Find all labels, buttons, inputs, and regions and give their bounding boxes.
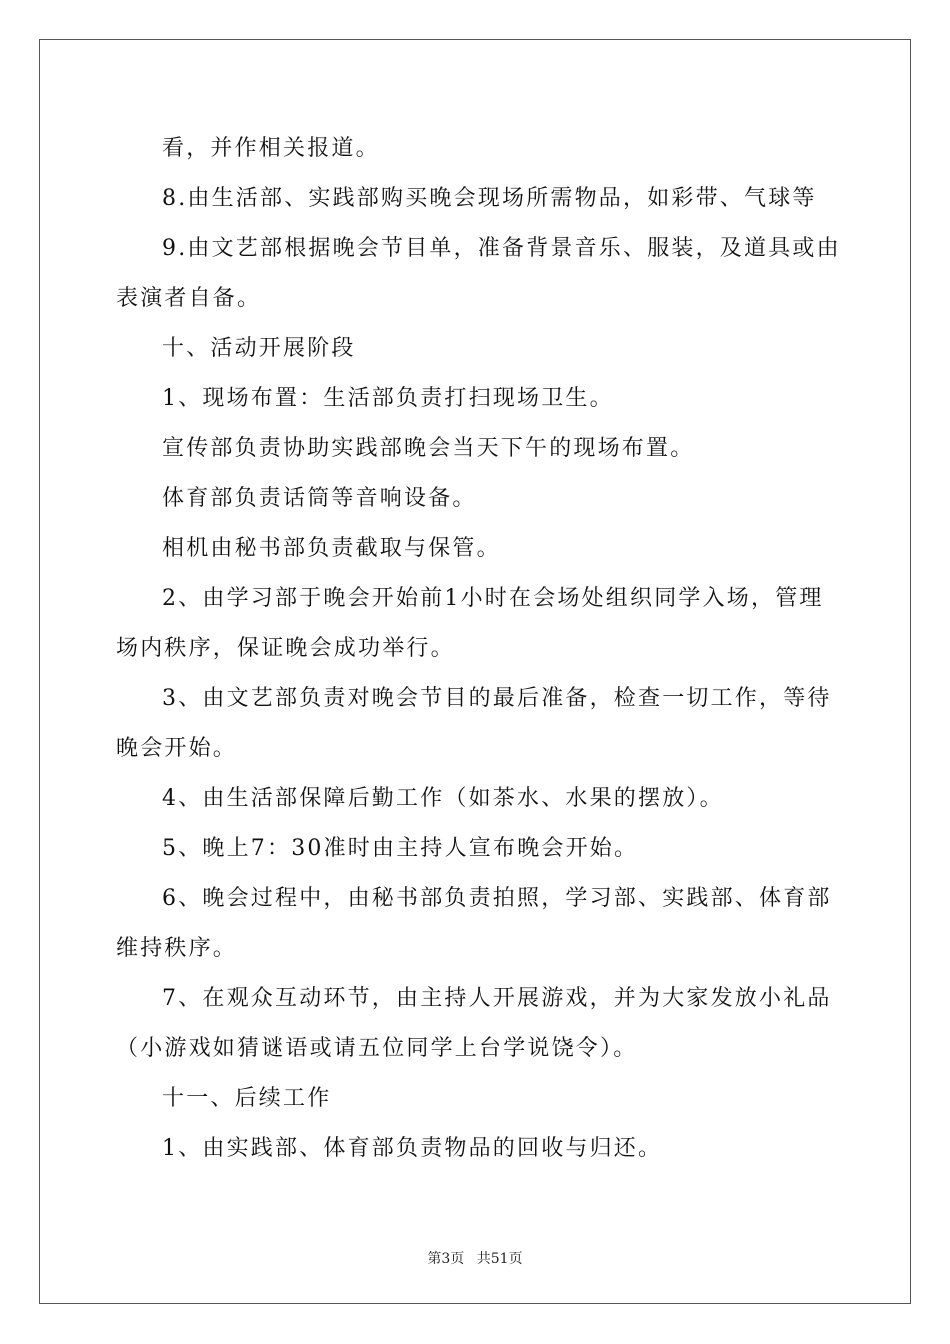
paragraph: 体育部负责话筒等音响设备。 (162, 486, 477, 511)
paragraph: 晚会开始。 (116, 736, 238, 761)
paragraph: 场内秩序，保证晚会成功举行。 (116, 636, 455, 661)
page-number: 第3页 (427, 1251, 465, 1267)
paragraph: 9.由文艺部根据晚会节目单，准备背景音乐、服装，及道具或由 (162, 236, 841, 261)
paragraph: 2、由学习部于晚会开始前1小时在会场处组织同学入场，管理 (162, 586, 824, 611)
paragraph: 十一、后续工作 (162, 1086, 332, 1111)
paragraph: 1、现场布置：生活部负责打扫现场卫生。 (162, 386, 614, 411)
document-body (116, 124, 841, 1174)
page-footer (0, 1248, 950, 1268)
paragraph: 十、活动开展阶段 (162, 336, 356, 361)
paragraph: 3、由文艺部负责对晚会节目的最后准备，检查一切工作，等待 (162, 686, 832, 711)
paragraph: 看，并作相关报道。 (162, 136, 380, 161)
paragraph: 8.由生活部、实践部购买晚会现场所需物品，如彩带、气球等 (162, 186, 817, 211)
page-total: 共51页 (476, 1251, 523, 1267)
paragraph: 宣传部负责协助实践部晚会当天下午的现场布置。 (162, 436, 695, 461)
paragraph: （小游戏如猜谜语或请五位同学上台学说饶令）。 (116, 1036, 638, 1061)
paragraph: 相机由秘书部负责截取与保管。 (162, 536, 501, 561)
paragraph: 6、晚会过程中，由秘书部负责拍照，学习部、实践部、体育部 (162, 886, 832, 911)
paragraph: 1、由实践部、体育部负责物品的回收与归还。 (162, 1136, 663, 1161)
paragraph: 5、晚上7：30准时由主持人宣布晚会开始。 (162, 836, 639, 861)
paragraph: 4、由生活部保障后勤工作（如茶水、水果的摆放）。 (162, 786, 724, 811)
paragraph: 表演者自备。 (116, 286, 262, 311)
paragraph: 7、在观众互动环节，由主持人开展游戏，并为大家发放小礼品 (162, 986, 832, 1011)
paragraph: 维持秩序。 (116, 936, 238, 961)
